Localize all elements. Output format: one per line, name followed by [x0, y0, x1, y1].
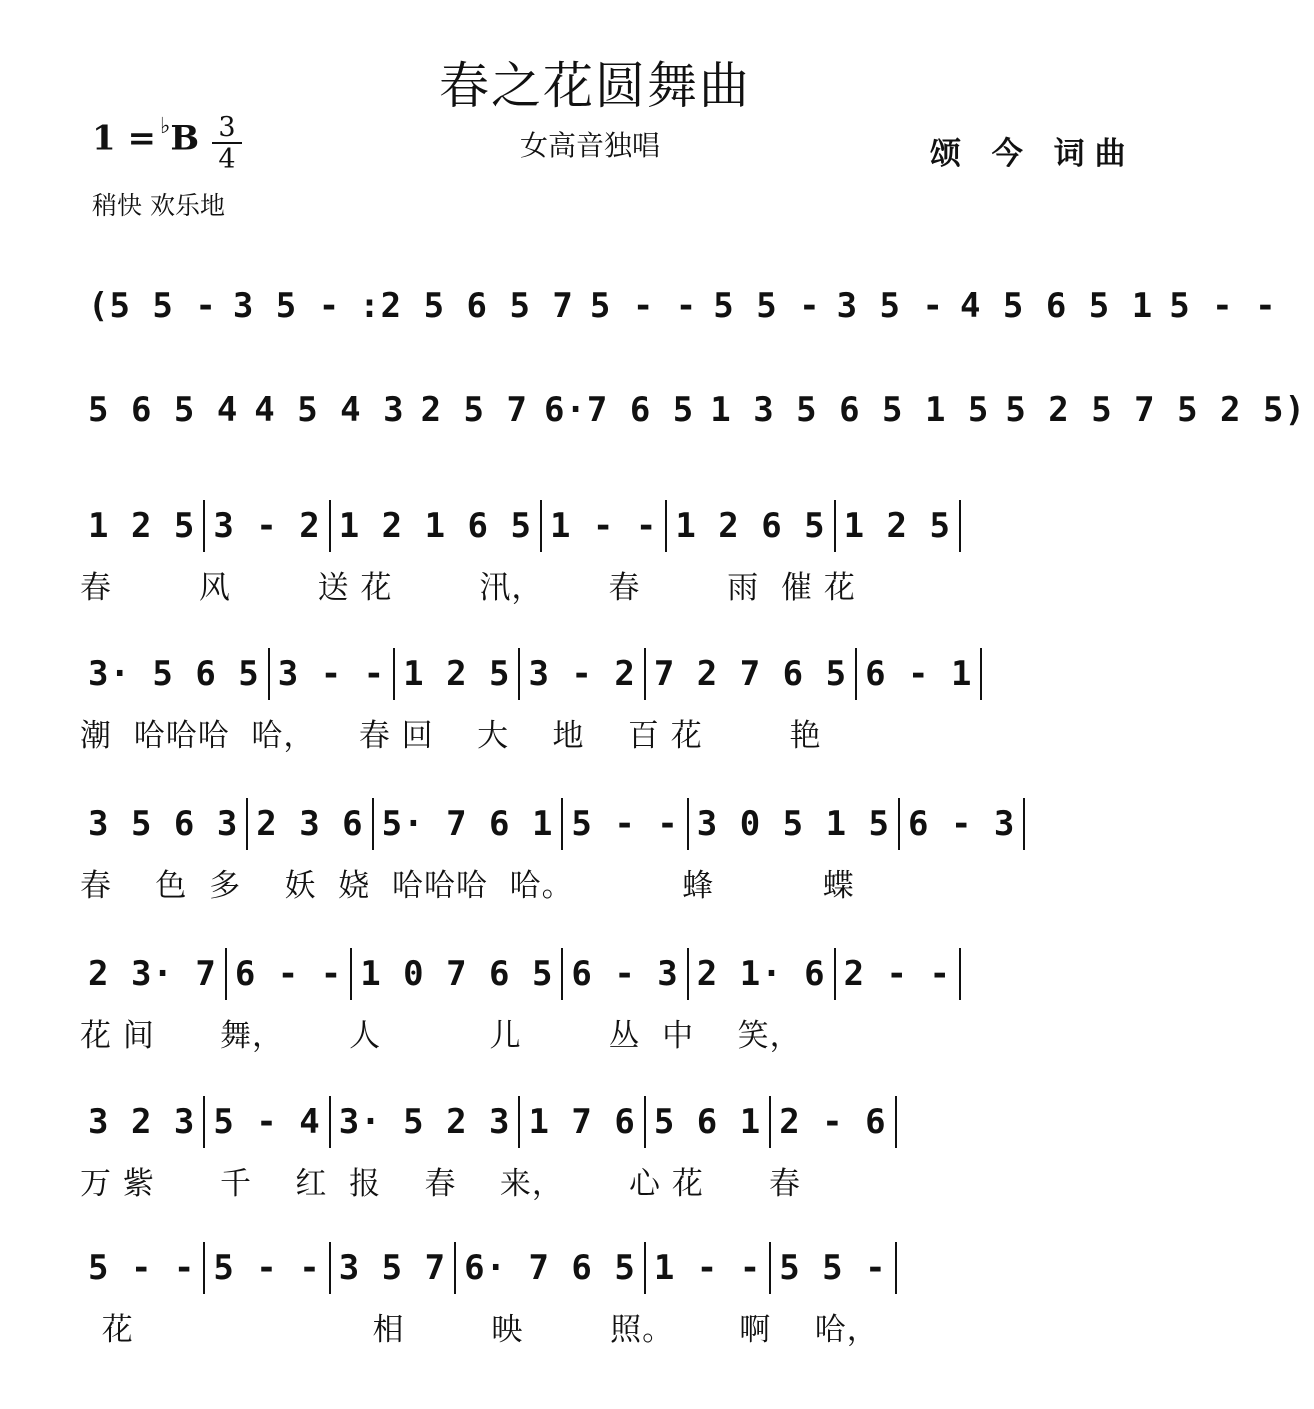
- tempo-marking: 稍快 欢乐地: [92, 191, 225, 220]
- measure: [702, 380, 997, 440]
- measure: [80, 1238, 203, 1298]
- measure: [227, 944, 350, 1004]
- measure: [80, 794, 246, 854]
- measure-notes: 5 - -: [571, 804, 679, 844]
- measure: [352, 944, 561, 1004]
- measure: [646, 644, 855, 704]
- measure: [248, 794, 371, 854]
- measure: [331, 1092, 519, 1152]
- measure-notes: 3 5 6 3: [88, 804, 239, 844]
- measure: [205, 1238, 328, 1298]
- measure-notes: 5· 7 6 1: [381, 804, 554, 844]
- measure-notes: 1 2 5: [88, 506, 196, 546]
- measure: [771, 1092, 894, 1152]
- measure: [582, 276, 705, 336]
- measure-notes: 5 - -: [88, 1248, 196, 1288]
- lyric-line: 春 色 多 妖 娆 哈哈哈 哈。 蜂 蝶: [80, 868, 855, 904]
- measure-notes: 1 7 6: [528, 1102, 636, 1142]
- measure: [246, 380, 412, 440]
- measure: [857, 644, 980, 704]
- flat-icon: ♭: [159, 114, 171, 139]
- measure-notes: 5 6 1: [653, 1102, 762, 1142]
- measure-notes: 3· 5 6 5: [88, 654, 260, 694]
- measure: [536, 380, 702, 440]
- measure: [705, 276, 828, 336]
- measure-notes: 1 2 6 5: [675, 506, 826, 546]
- measure-notes: 5 - -: [213, 1248, 321, 1288]
- measure-notes: 3 - -: [277, 654, 386, 694]
- measure: [646, 1238, 769, 1298]
- measure: [952, 276, 1161, 336]
- measure-notes: 2 3· 7: [88, 954, 217, 994]
- barline: [895, 1242, 897, 1294]
- measure-notes: 7 2 7 6 5: [653, 654, 848, 694]
- measure: [374, 794, 562, 854]
- score-row: [80, 644, 1120, 704]
- measure: [205, 1092, 328, 1152]
- measure-notes: 3· 5 2 3: [338, 1102, 511, 1142]
- measure-notes: 1 0 7 6 5: [360, 954, 554, 994]
- measure-notes: :2 5 6 5 7: [359, 286, 574, 326]
- composer: 颂 今 词曲: [930, 136, 1136, 172]
- measure: [667, 496, 833, 556]
- measure: [997, 380, 1314, 440]
- measure: [80, 944, 225, 1004]
- key-note: B: [170, 118, 200, 159]
- measure: [331, 496, 540, 556]
- measure: [413, 380, 536, 440]
- measure-notes: 1 2 5: [403, 654, 511, 694]
- measure: [80, 276, 225, 336]
- measure-notes: 6· 7 6 5: [464, 1248, 636, 1288]
- measure-notes: 6 - 3: [908, 804, 1016, 844]
- measure: [1161, 276, 1284, 336]
- measure-notes: (5 5 -: [88, 286, 217, 326]
- barline: [1023, 798, 1025, 850]
- score-row: [80, 1092, 1120, 1152]
- score-row: [80, 1238, 1120, 1298]
- measure-notes: 5 2 5 7 5 2 5): [1005, 390, 1306, 430]
- measure-notes: 5 - 4: [213, 1102, 321, 1142]
- subtitle: 女高音独唱: [519, 129, 660, 162]
- measure: [836, 944, 959, 1004]
- measure-notes: 2 5 7: [420, 390, 528, 430]
- measure-notes: 2 1· 6: [696, 954, 826, 994]
- measure: [646, 1092, 769, 1152]
- lyric-line: 花 相 映 照。 啊 哈，: [80, 1312, 879, 1348]
- measure: [689, 944, 834, 1004]
- score-row: [80, 794, 1120, 854]
- measure-notes: 6·7 6 5: [543, 390, 695, 430]
- score-row: [80, 276, 1277, 336]
- lyric-line: 万 紫 千 红 报 春 来， 心 花 春: [80, 1166, 802, 1202]
- measure-notes: 1 2 5: [843, 506, 951, 546]
- barline: [980, 648, 982, 700]
- score-row: [80, 496, 1120, 556]
- measure: [520, 1092, 643, 1152]
- lyric-line: 潮 哈哈哈 哈， 春 回 大 地 百 花 艳: [80, 718, 822, 754]
- measure-notes: 1 3 5 6 5 1 5: [710, 390, 990, 430]
- measure: [563, 794, 686, 854]
- measure-notes: 3 2 3: [88, 1102, 196, 1142]
- measure: [225, 276, 348, 336]
- measure-notes: 3 5 7: [338, 1248, 447, 1288]
- measure: [80, 380, 246, 440]
- measure-notes: 5 5 -: [779, 1248, 887, 1288]
- measure: [771, 1238, 894, 1298]
- barline: [959, 948, 961, 1000]
- measure: [80, 644, 268, 704]
- measure-notes: 3 5 -: [232, 286, 341, 326]
- measure-notes: 2 3 6: [256, 804, 364, 844]
- measure-notes: 3 - 2: [213, 506, 321, 546]
- measure-notes: 2 - -: [843, 954, 951, 994]
- measure-notes: 3 0 5 1 5: [696, 804, 891, 844]
- measure-notes: 6 - 1: [865, 654, 973, 694]
- measure: [900, 794, 1023, 854]
- measure: [331, 1238, 454, 1298]
- barline: [959, 500, 961, 552]
- measure: [395, 644, 518, 704]
- measure: [351, 276, 582, 336]
- measure-notes: 5 - -: [589, 286, 698, 326]
- measure-notes: 5 5 -: [713, 286, 821, 326]
- measure-notes: 6 - 3: [571, 954, 679, 994]
- measure-notes: 1 - -: [549, 506, 658, 546]
- measure: [542, 496, 665, 556]
- measure: [836, 496, 959, 556]
- score-row: [80, 380, 1306, 440]
- measure-notes: 1 2 1 6 5: [338, 506, 532, 546]
- measure: [689, 794, 898, 854]
- meter-top: 3: [218, 112, 236, 143]
- measure: [270, 644, 393, 704]
- measure: [456, 1238, 644, 1298]
- score-row: [80, 944, 1120, 1004]
- measure-notes: 5 - -: [1169, 286, 1277, 326]
- measure-notes: 2 - 6: [779, 1102, 887, 1142]
- measure-notes: 5 6 5 4: [88, 390, 239, 430]
- song-title: 春之花圆舞曲: [439, 57, 751, 115]
- lyric-line: 花 间 舞， 人 儿 丛 中 笑，: [80, 1018, 802, 1054]
- measure-notes: 3 5 -: [836, 286, 944, 326]
- barline: [895, 1096, 897, 1148]
- measure: [563, 944, 686, 1004]
- measure: [829, 276, 952, 336]
- measure-notes: 6 - -: [234, 954, 343, 994]
- measure: [80, 1092, 203, 1152]
- measure: [520, 644, 643, 704]
- measure-notes: 3 - 2: [528, 654, 636, 694]
- measure-notes: 4 5 4 3: [254, 390, 405, 430]
- measure: [205, 496, 328, 556]
- measure-notes: 4 5 6 5 1: [959, 286, 1154, 326]
- meter-bottom: 4: [218, 144, 236, 175]
- key-prefix: 1 =: [92, 118, 156, 159]
- measure: [80, 496, 203, 556]
- lyric-line: 春 风 送 花 汛， 春 雨 催 花: [80, 570, 856, 606]
- measure-notes: 1 - -: [653, 1248, 762, 1288]
